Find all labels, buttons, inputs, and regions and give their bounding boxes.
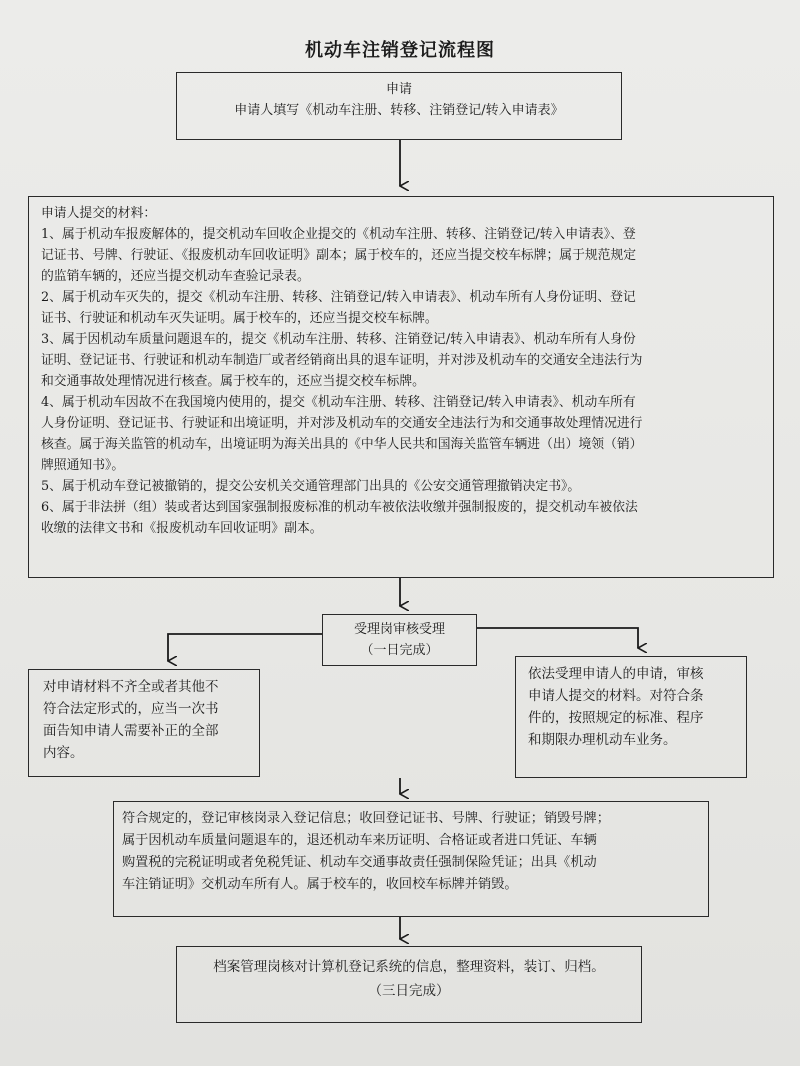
accept-note: （一日完成） — [360, 643, 439, 658]
materials-line: 的监销车辆的，还应当提交机动车查验记录表。 — [41, 269, 310, 284]
reject-box — [28, 669, 260, 777]
reject-line: 符合法定形式的，应当一次书 — [43, 701, 219, 717]
handle-box — [515, 656, 747, 778]
page-title: 机动车注销登记流程图 — [305, 40, 495, 61]
apply-text: 申请人填写《机动车注册、转移、注销登记/转入申请表》 — [234, 103, 564, 118]
materials-line: 和交通事故处理情况进行核查。属于校车的，还应当提交校车标牌。 — [41, 374, 425, 389]
materials-line: 证明、登记证书、行驶证和机动车制造厂或者经销商出具的退车证明，并对涉及机动车的交通安全违法行为 — [41, 353, 643, 368]
reject-line: 对申请材料不齐全或者其他不 — [43, 679, 219, 695]
materials-line: 牌照通知书》。 — [41, 458, 125, 473]
handle-line: 和期限办理机动车业务。 — [528, 732, 677, 748]
materials-line: 1、属于机动车报废解体的，提交机动车回收企业提交的《机动车注册、转移、注销登记/转入申请表》、登 — [41, 227, 636, 242]
materials-heading: 申请人提交的材料： — [41, 206, 157, 221]
reject-line: 内容。 — [43, 745, 84, 761]
materials-line: 4、属于机动车因故不在我国境内使用的，提交《机动车注册、转移、注销登记/转入申请表》、机动车所有 — [41, 395, 636, 410]
register-line: 符合规定的，登记审核岗录入登记信息；收回登记证书、号牌、行驶证；销毁号牌； — [122, 811, 610, 826]
apply-heading: 申请 — [385, 82, 412, 97]
handle-line: 件的，按照规定的标准、程序 — [528, 710, 704, 726]
materials-line: 收缴的法律文书和《报废机动车回收证明》副本。 — [41, 521, 323, 536]
materials-line: 6、属于非法拼（组）装或者达到国家强制报废标准的机动车被依法收缴并强制报废的，提交机动车被依法 — [41, 500, 638, 515]
archive-text: 档案管理岗核对计算机登记系统的信息，整理资料，装订、归档。 — [213, 959, 605, 975]
register-line: 属于因机动车质量问题退车的，退还机动车来历证明、合格证或者进口凭证、车辆 — [122, 833, 597, 848]
archive-box — [176, 946, 642, 1023]
register-line: 车注销证明》交机动车所有人。属于校车的，收回校车标牌并销毁。 — [122, 877, 518, 892]
materials-line: 2、属于机动车灭失的，提交《机动车注册、转移、注销登记/转入申请表》、机动车所有人身份证明、登记 — [41, 290, 636, 305]
accept-box — [322, 614, 477, 666]
archive-note: （三日完成） — [368, 983, 450, 999]
register-line: 购置税的完税证明或者免税凭证、机动车交通事故责任强制保险凭证；出具《机动 — [122, 855, 597, 870]
materials-line: 3、属于因机动车质量问题退车的，提交《机动车注册、转移、注销登记/转入申请表》、机动车所有人身份 — [41, 332, 636, 347]
arrow-accept-to-reject — [168, 634, 322, 661]
arrow-accept-to-handle — [477, 628, 638, 648]
materials-line: 核查。属于海关监管的机动车，出境证明为海关出具的《中华人民共和国海关监管车辆进（出）境领（销） — [41, 437, 643, 452]
apply-box — [176, 72, 622, 140]
handle-line: 申请人提交的材料。对符合条 — [528, 688, 704, 704]
materials-box — [28, 196, 774, 578]
accept-heading: 受理岗审核受理 — [353, 622, 445, 637]
register-box — [113, 801, 709, 917]
materials-line: 记证书、号牌、行驶证、《报废机动车回收证明》副本；属于校车的，还应当提交校车标牌；属于规范规定 — [41, 248, 637, 263]
materials-line: 证书、行驶证和机动车灭失证明。属于校车的，还应当提交校车标牌。 — [41, 311, 438, 326]
materials-line: 人身份证明、登记证书、行驶证和出境证明，并对涉及机动车的交通安全违法行为和交通事故处理情况进行 — [41, 416, 643, 431]
reject-line: 面告知申请人需要补正的全部 — [43, 723, 219, 739]
materials-line: 5、属于机动车登记被撤销的，提交公安机关交通管理部门出具的《公安交通管理撤销决定书》。 — [41, 479, 581, 494]
handle-line: 依法受理申请人的申请，审核 — [528, 666, 704, 682]
